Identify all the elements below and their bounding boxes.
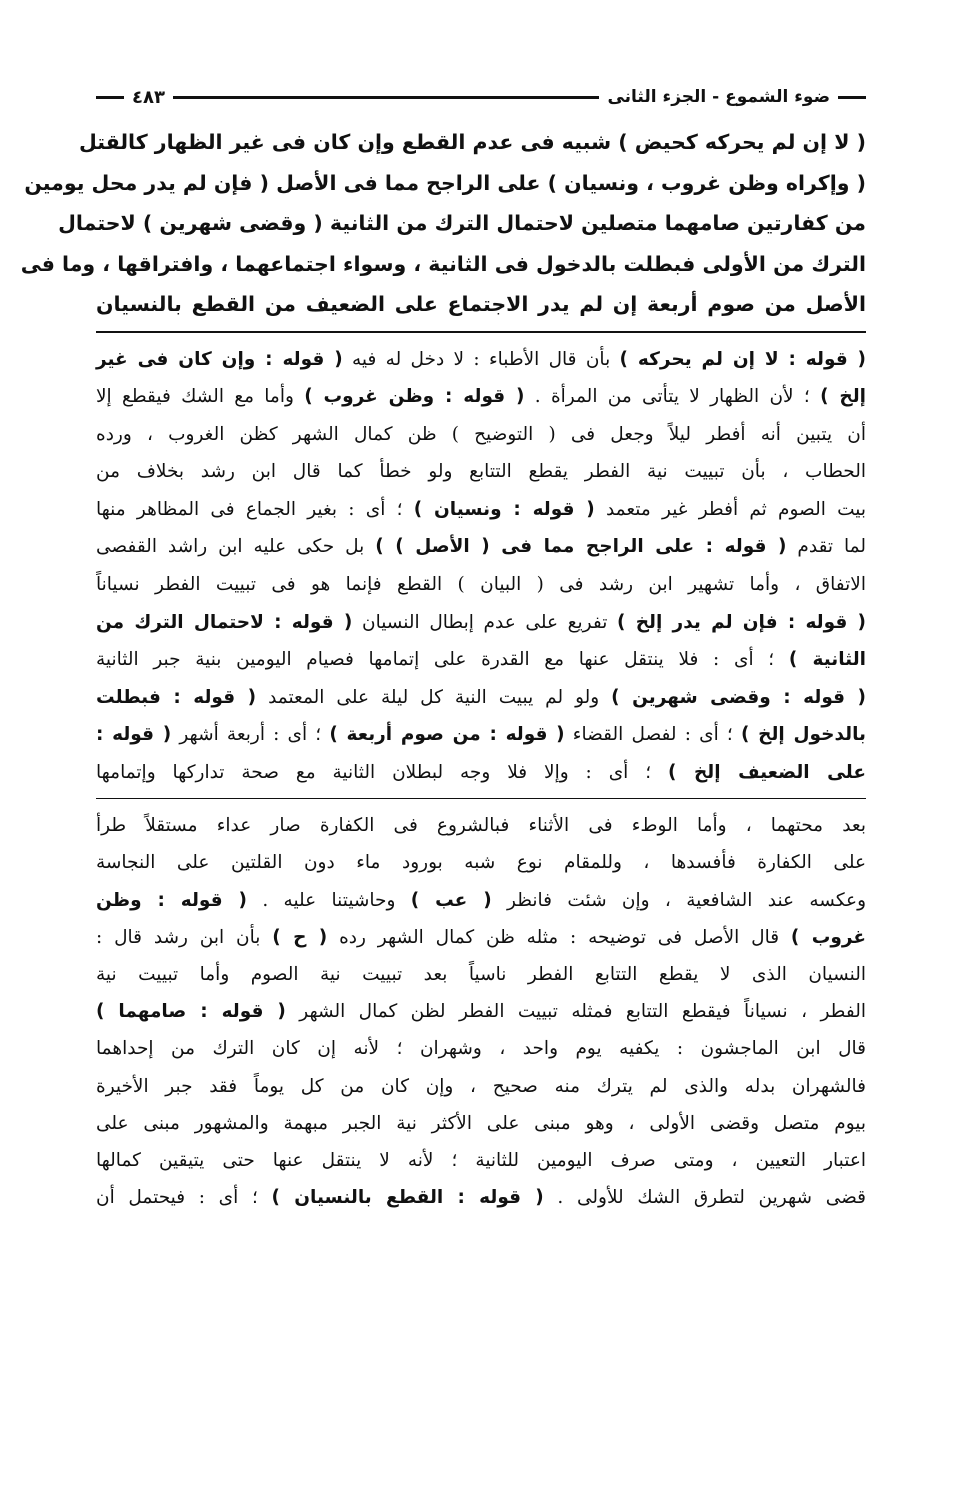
- hashiya-line: [96, 844, 866, 881]
- gloss-text: بأن ابن رشد قال :: [96, 926, 273, 948]
- quoted-lemma: ( قوله : على الراجح مما فى ( الأصل ) ): [375, 536, 787, 558]
- quoted-lemma: ( قوله : صامهما ): [96, 1001, 286, 1023]
- commentary-line: [96, 754, 866, 792]
- gloss-text: النسيان الذى لا يقطع التتابع الفطر ناسياً بعد تبييت نية الصوم وأما تبييت نية: [96, 963, 866, 985]
- quoted-lemma: إلخ ): [820, 386, 866, 408]
- quoted-lemma: ( قوله : فإن لم يدر إلخ ): [617, 611, 866, 633]
- gloss-text: ؛ أى : لفصل القضاء: [564, 724, 741, 746]
- gloss-text: فالشهران بدله والذى لم يترك منه صحيح ، وإن كان من كل يوماً فقد جبر الأخيرة: [96, 1075, 866, 1097]
- quoted-lemma: ( قوله : القطع بالنسيان ): [271, 1187, 544, 1209]
- quoted-lemma: ( قوله : وإن كان فى غير: [96, 348, 343, 370]
- commentary-text: [96, 341, 866, 792]
- gloss-text: وعكسه عند الشافعية ، وإن شئت فانظر: [491, 889, 867, 911]
- gloss-text: ؛ أى : فلا ينتقل عنها مع القدرة على إتمامها فصيام اليومين بنية جبر الثانية: [96, 649, 789, 671]
- quoted-lemma: غروب ): [790, 926, 866, 948]
- hashiya-line: [96, 807, 866, 844]
- quoted-lemma: ( عب ): [410, 889, 492, 911]
- hashiya-line: [96, 1142, 866, 1179]
- hashiya-line: [96, 1068, 866, 1105]
- header-dash-left: [96, 96, 124, 99]
- gloss-text: قال الأصل فى توضيحه : مثله ظن كمال الشهر رده: [327, 926, 791, 948]
- commentary-line: [96, 566, 866, 604]
- commentary-line: [96, 716, 866, 754]
- hashiya-line: [96, 993, 866, 1030]
- gloss-text: أن يتبين أنه أفطر ليلاً وجعل فى ( التوضيح ) ظن كمال الشهر كظن الغروب ، ورده: [96, 423, 866, 445]
- gloss-text: اعتبار التعيين ، ومتى صرف اليومين للثانية ؛ لأنه لا ينتقل عنها حتى يتيقين كمالها: [96, 1149, 866, 1171]
- gloss-text: ؛ أى : وإلا فلا وجه لبطلان الثانية مع صحة تداركها وإتمامها: [96, 762, 669, 784]
- book-page: [20, 80, 867, 1216]
- commentary-line: [96, 341, 866, 379]
- gloss-text: الفطر ، نسياناً فيقطع التتابع فمثله تبييت الفطر لظن كمال الشهر: [285, 1001, 866, 1023]
- commentary-divider: [96, 798, 866, 800]
- gloss-text: ؛ أى : فيحتمل أن: [96, 1187, 272, 1209]
- running-header: [96, 80, 866, 114]
- matn-line: الأصل من صوم أربعة إن لم يدر الاجتماع على الضعيف من القطع بالنسيان: [96, 292, 866, 316]
- matn-line: ( وإكراه وظن غروب ، ونسيان ) على الراجح مما فى الأصل ( فإن لم يدر محل يومين: [24, 170, 866, 195]
- gloss-text: بأن قال الأطباء : لا دخل له فيه: [342, 348, 620, 370]
- gloss-text: الحطاب ، بأن تبييت نية الفطر يقطع التتابع ولو خطأ كما قال ابن رشد بخلاف من: [96, 461, 866, 483]
- commentary-line: [96, 453, 866, 491]
- quoted-lemma: ( قوله : وقضى شهرين ): [611, 686, 866, 708]
- gloss-text: ؛ أى : أربعة أشهر: [171, 724, 330, 746]
- header-rule: [173, 96, 600, 99]
- matn-text: [20, 122, 866, 325]
- gloss-text: قضى شهرين لتطرق الشك للأولى .: [543, 1187, 866, 1209]
- quoted-lemma: ( قوله : لا إن لم يحركه ): [619, 348, 867, 370]
- hashiya-line: [96, 919, 866, 956]
- gloss-text: بيوم متصل وقضى الأولى ، وهو مبنى على الأكثر نية الجبر مبهمة والمشهور مبنى على: [96, 1112, 866, 1134]
- quoted-lemma: ( قوله :: [96, 724, 172, 746]
- matn-line: الترك من الأولى فبطلت بالدخول فى الثانية ، وسواء اجتماعهما ، وافتراقها ، وما فى: [20, 251, 866, 276]
- footnote-hashiya-text: [96, 807, 866, 1216]
- commentary-line: [96, 641, 866, 679]
- quoted-lemma: على الضعيف إلخ ): [668, 762, 866, 784]
- quoted-lemma: ( قوله : وظن غروب ): [304, 386, 525, 408]
- quoted-lemma: ( قوله : فبطلت: [96, 686, 257, 708]
- matn-line: ( لا إن لم يحركه كحيض ) شبيه فى عدم القطع وإن كان فى غير الظهار كالقتل: [78, 130, 866, 154]
- gloss-text: على الكفارة فأفسدها ، وللمقام نوع شبه بورود ماء دون القلتين على النجاسة: [96, 852, 866, 874]
- commentary-line: [96, 528, 866, 566]
- gloss-text: بيت الصوم ثم أفطر غير متعمد: [594, 498, 866, 520]
- commentary-line: [96, 604, 866, 642]
- gloss-text: وأما مع الشك فيقطع إلا: [96, 386, 305, 408]
- gloss-text: قال ابن الماجشون : يكفيه يوم واحد ، وشهران ؛ لأنه إن كان الترك من إحداهما: [96, 1038, 866, 1060]
- commentary-line: [96, 491, 866, 529]
- hashiya-line: [96, 1105, 866, 1142]
- hashiya-line: [96, 1179, 866, 1216]
- quoted-lemma: ( قوله : من صوم أربعة ): [329, 724, 565, 746]
- gloss-text: تفريع على عدم إبطال النسيان: [352, 611, 618, 633]
- quoted-lemma: ( قوله : وظن: [96, 889, 247, 911]
- quoted-lemma: ( ح ): [272, 926, 328, 948]
- commentary-line: [96, 416, 866, 454]
- matn-divider: [96, 331, 866, 333]
- gloss-text: ؛ لأن الظهار لا يتأتى من المرأة .: [524, 386, 821, 408]
- page-number: ٤٨٣: [132, 86, 165, 108]
- hashiya-line: [96, 956, 866, 993]
- matn-line: من كفارتين صامهما متصلين لاحتمال الترك من الثانية ( وقضى شهرين ) لاحتمال: [58, 211, 866, 235]
- hashiya-line: [96, 882, 866, 919]
- quoted-lemma: ( قوله : ونسيان ): [413, 498, 595, 520]
- gloss-text: بعد محتهما ، وأما الوطء فى الأثناء فبالشروع فى الكفارة صار عداء مستقلاً طرأ: [96, 815, 866, 837]
- gloss-text: بل حكى عليه ابن راشد القفصى: [96, 536, 376, 558]
- commentary-line: [96, 679, 866, 717]
- gloss-text: ولو لم يبيت النية كل ليلة على المعتمد: [256, 686, 612, 708]
- header-title: ضوء الشموع - الجزء الثانى: [607, 87, 830, 107]
- quoted-lemma: ( قوله : لاحتمال الترك من: [96, 611, 353, 633]
- gloss-text: لما تقدم: [786, 536, 866, 558]
- header-dash-right: [838, 96, 866, 99]
- commentary-line: [96, 378, 866, 416]
- hashiya-line: [96, 1030, 866, 1067]
- gloss-text: ؛ أى : بغير الجماع فى المظاهر منها: [96, 498, 414, 520]
- quoted-lemma: بالدخول إلخ ): [740, 724, 866, 746]
- gloss-text: الاتفاق ، وأما تشهير ابن رشد فى ( البيان ) القطع فإنما هو فى تبييت الفطر نسياناً: [96, 574, 866, 596]
- gloss-text: وحاشيتنا عليه .: [246, 889, 411, 911]
- quoted-lemma: الثانية ): [788, 649, 867, 671]
